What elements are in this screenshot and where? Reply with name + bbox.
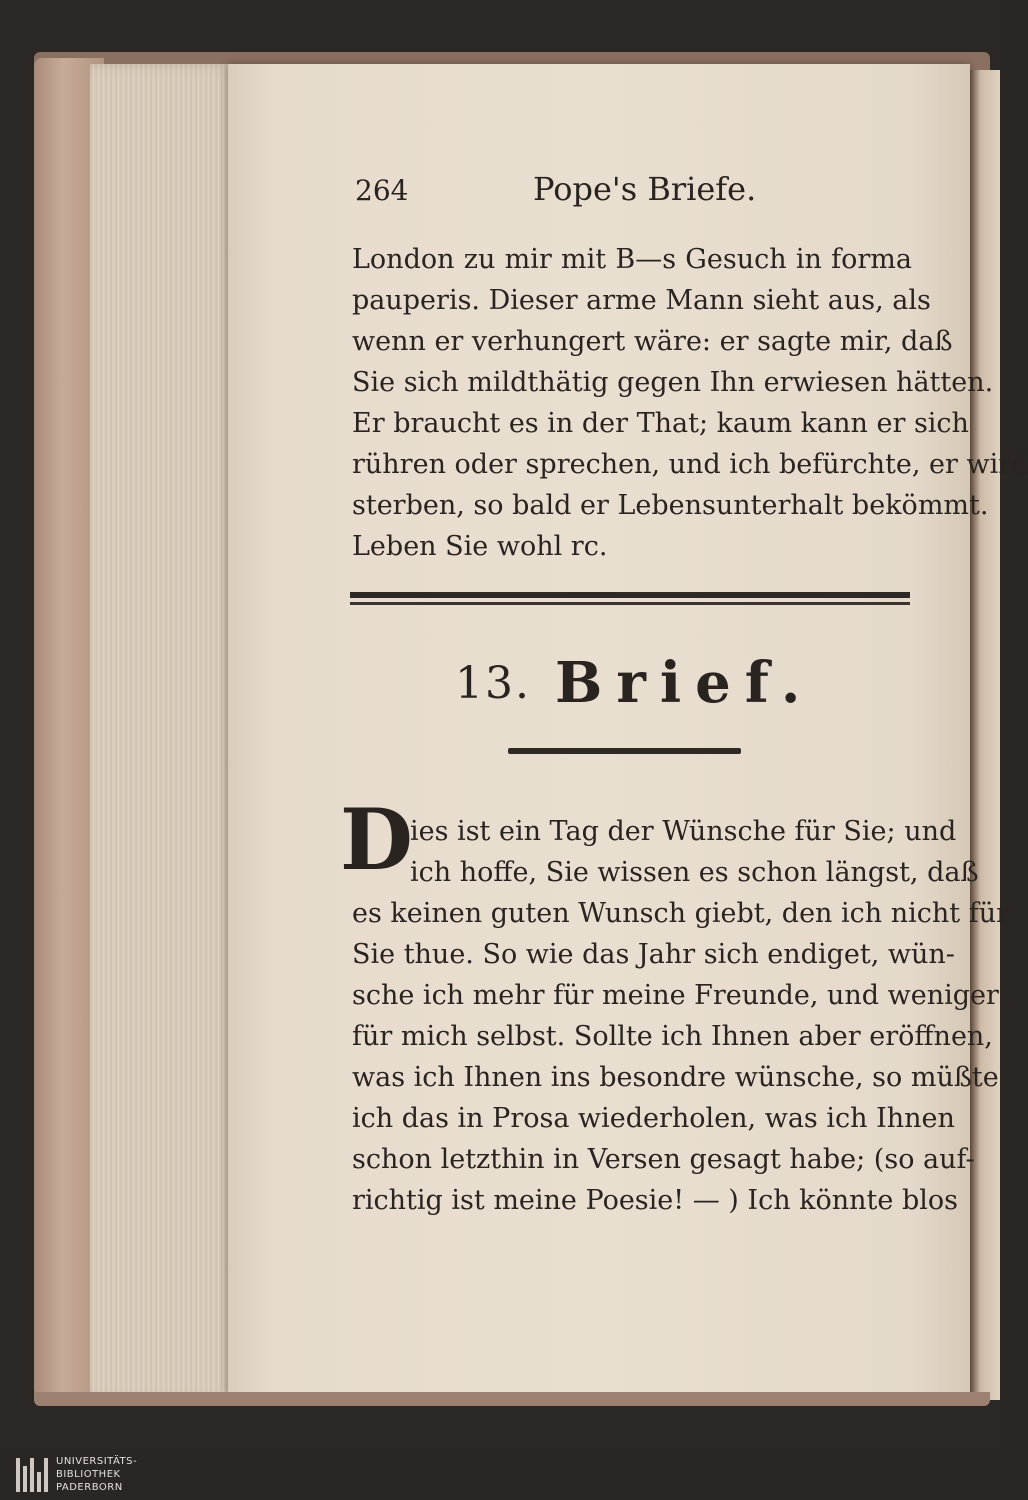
text-line: für mich selbst. Sollte ich Ihnen aber eröffnen, xyxy=(352,1021,993,1052)
text-line: es keinen guten Wunsch giebt, den ich nicht für xyxy=(352,898,1010,929)
text-line: Sie sich mildthätig gegen Ihn erwiesen hätten. xyxy=(352,367,994,398)
text-line: wenn er verhungert wäre: er sagte mir, daß xyxy=(352,326,953,357)
library-name-line: PADERBORN xyxy=(56,1482,123,1493)
library-name xyxy=(56,1455,256,1494)
letter-heading xyxy=(455,650,875,730)
text-line: ich das in Prosa wiederholen, was ich Ihnen xyxy=(352,1103,955,1134)
text-line: richtig ist meine Poesie! — ) Ich könnte blos xyxy=(352,1185,958,1216)
text-line: rühren oder sprechen, und ich befürchte, er wird xyxy=(352,449,1028,480)
running-title: Pope's Briefe. xyxy=(533,170,757,208)
text-line: sterben, so bald er Lebensunterhalt bekömmt. xyxy=(352,490,989,521)
text-line: ich hoffe, Sie wissen es schon längst, daß xyxy=(410,857,979,888)
library-logo-icon xyxy=(16,1458,50,1492)
heading-underline-rule xyxy=(508,748,741,754)
text-line: Leben Sie wohl rc. xyxy=(352,531,608,562)
letter-number: 13. xyxy=(455,658,531,709)
text-line: ies ist ein Tag der Wünsche für Sie; und xyxy=(410,816,957,847)
library-name-line: UNIVERSITÄTS- xyxy=(56,1456,138,1467)
text-line: was ich Ihnen ins besondre wünsche, so müßte xyxy=(352,1062,999,1093)
text-line: Er braucht es in der That; kaum kann er sich xyxy=(352,408,969,439)
library-footer xyxy=(0,1450,1000,1500)
text-line: sche ich mehr für meine Freunde, und weniger xyxy=(352,980,999,1011)
text-line: schon letzthin in Versen gesagt habe; (so auf- xyxy=(352,1144,975,1175)
drop-cap: D xyxy=(340,790,413,889)
section-divider-rule xyxy=(350,592,910,612)
letter-heading-word: Brief. xyxy=(555,650,815,716)
page-header xyxy=(355,168,915,218)
text-line: pauperis. Dieser arme Mann sieht aus, als xyxy=(352,285,931,316)
library-name-line: BIBLIOTHEK xyxy=(56,1469,121,1480)
text-line: Sie thue. So wie das Jahr sich endiget, wün- xyxy=(352,939,955,970)
page-number: 264 xyxy=(355,174,409,207)
text-line: London zu mir mit B—s Gesuch in forma xyxy=(352,244,912,275)
